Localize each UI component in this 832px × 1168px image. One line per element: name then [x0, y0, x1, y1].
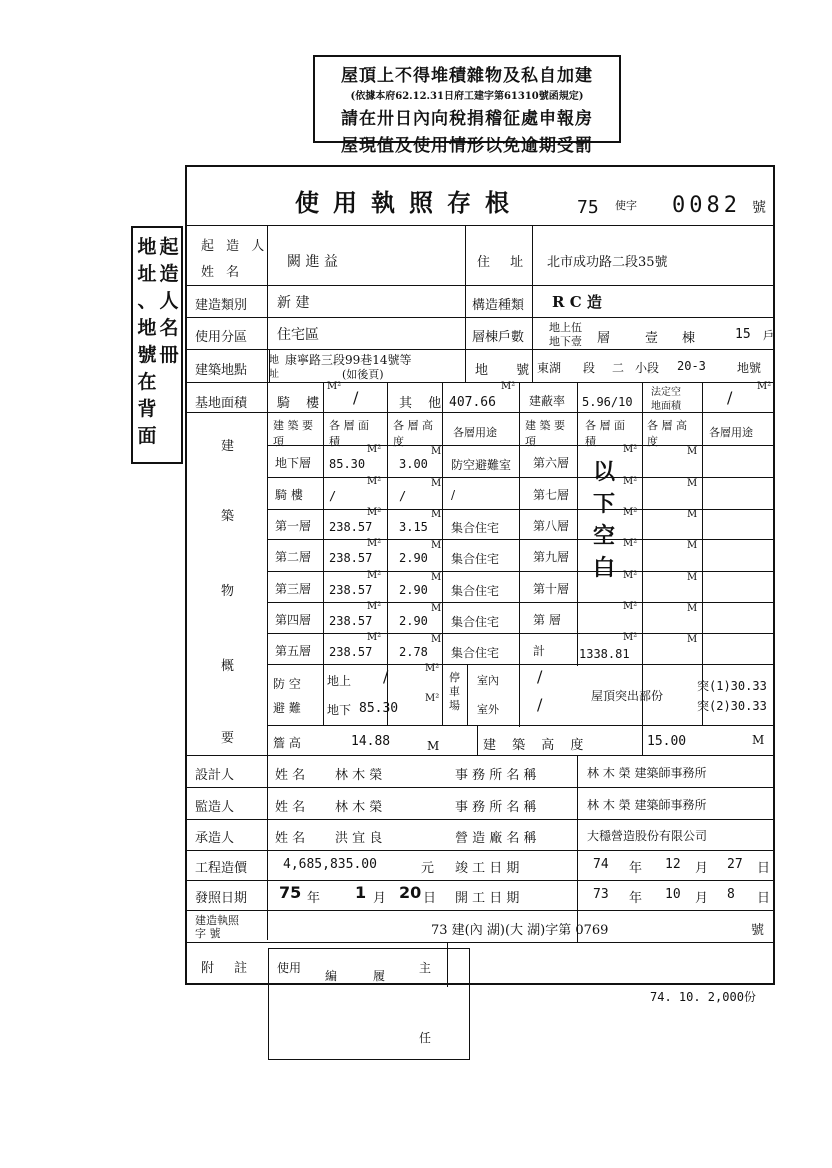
overview-label-4: 要	[221, 731, 235, 746]
applicant-label-2: 姓 名	[201, 265, 244, 280]
floor-use: /	[451, 488, 456, 502]
eaves-label: 簷 高	[273, 736, 301, 750]
floor-area-unit: M²	[367, 538, 382, 549]
floor-area-unit: M²	[367, 601, 382, 612]
floor-use: 防空避難室	[451, 458, 512, 472]
floor-height-unit-right: M	[687, 509, 698, 520]
build-type-value: 新 建	[277, 295, 310, 311]
floor-height-unit-right: M	[687, 572, 698, 583]
coverage-label: 建蔽率	[529, 394, 566, 408]
issue-day-unit: 日	[423, 891, 437, 906]
approval-stamp-block	[268, 948, 470, 1060]
overview-label-1: 築	[221, 509, 235, 524]
overview-label-3: 概	[221, 659, 235, 674]
stamp-col-3: 履	[373, 969, 386, 983]
floors-ceng: 層	[597, 331, 611, 346]
overview-label-2: 物	[221, 584, 235, 599]
shelter-below-unit: M²	[425, 693, 440, 704]
permit-word: 使字	[615, 199, 637, 212]
lot-label: 地 號	[475, 363, 542, 378]
floors-above: 地上伍	[549, 321, 582, 334]
lot-number: 20-3	[677, 359, 706, 373]
header-use-left: 各層用途	[453, 426, 497, 439]
shelter-above-value: /	[383, 667, 389, 686]
floor-height-unit-right: M	[687, 540, 698, 551]
floor-height-unit-right: M	[687, 634, 698, 645]
floor-area-unit-right: M²	[623, 476, 638, 487]
issue-day: 20	[399, 883, 422, 902]
floor-name: 第五層	[275, 644, 312, 658]
supervisor-label: 監造人	[195, 800, 235, 815]
permit-year: 75	[577, 197, 599, 218]
finish-year: 74	[593, 857, 609, 872]
start-month: 10	[665, 887, 681, 902]
floor-area: 238.57	[329, 520, 373, 534]
other-label: 其 他	[399, 396, 448, 411]
floor-area: /	[329, 489, 337, 503]
floor-name: 第一層	[275, 519, 312, 533]
side-char-b: 造	[159, 263, 179, 285]
floor-height-unit: M	[431, 603, 442, 614]
header-height-right: 各 層 高 度	[647, 419, 687, 448]
lot-sub: 二	[612, 361, 625, 375]
side-char-a: 面	[137, 425, 157, 447]
permit-value-suffix: 號	[751, 923, 765, 938]
permit-label-1: 建造執照	[195, 914, 239, 927]
floor-use: 集合住宅	[451, 584, 500, 598]
side-note-box	[131, 226, 183, 464]
side-char-b: 名	[159, 317, 179, 339]
shelter-above-unit: M²	[425, 663, 440, 674]
header-area-left: 各 層 面 積	[329, 419, 369, 448]
floor-area-unit-right: M²	[623, 444, 638, 455]
permit-value: 73 建(內 湖)(大 湖)字第 0769	[431, 923, 609, 938]
notice-line-2: (依據本府62.12.31日府工建字第61310號函規定)	[350, 91, 584, 102]
start-date-label: 開 工 日 期	[455, 891, 520, 906]
floor-area-unit-right: M²	[623, 601, 638, 612]
floor-area-unit: M²	[367, 632, 382, 643]
site-addr-value: 康寧路三段99巷14號等	[285, 353, 412, 367]
households-unit: 戶	[763, 329, 774, 342]
side-char-b: 人	[159, 290, 179, 312]
arcade-value: /	[353, 388, 359, 407]
issue-month: 1	[355, 883, 367, 902]
notice-line-3: 請在卅日內向稅捐稽征處申報房	[341, 109, 593, 129]
applicant-name: 闕 進 益	[287, 254, 338, 270]
issue-month-unit: 月	[373, 891, 387, 906]
legal-label-1: 法定空	[651, 387, 681, 398]
notice-line-4: 屋現值及使用情形以免逾期受罰	[341, 136, 593, 156]
floor-use: 集合住宅	[451, 552, 500, 566]
supervisor-office-label: 事 務 所 名 稱	[455, 800, 537, 815]
floor-area-unit-right: M²	[623, 570, 638, 581]
lot-suffix: 地號	[737, 361, 762, 375]
floor-height: 2.78	[399, 645, 428, 659]
side-char-a: 在	[137, 371, 157, 393]
form-title: 使用執照存根	[295, 188, 523, 217]
floor-height-unit: M	[431, 446, 442, 457]
floor-height-unit: M	[431, 540, 442, 551]
side-char-a: 、	[137, 290, 157, 312]
structure-value: R C 造	[552, 293, 602, 311]
floor-area-unit-right: M²	[623, 507, 638, 518]
start-day-unit: 日	[757, 891, 771, 906]
cost-unit: 元	[421, 861, 435, 876]
roof-value-2: 突(2)30.33	[697, 699, 767, 713]
height-unit: M	[752, 733, 765, 747]
contractor-firm: 大穩營造股份有限公司	[587, 829, 708, 843]
shelter-below-value: 85.30	[359, 701, 399, 716]
floor-name: 第二層	[275, 550, 312, 564]
designer-label: 設計人	[195, 768, 235, 783]
lot-section: 段	[583, 361, 596, 375]
floor-name-right: 第十層	[533, 582, 570, 596]
site-addr-label-2: 址	[269, 369, 279, 380]
parking-label: 停車場	[449, 671, 460, 712]
cost-value: 4,685,835.00	[283, 857, 377, 872]
floor-area-unit: M²	[367, 570, 382, 581]
floor-area-unit: M²	[367, 444, 382, 455]
floor-area: 238.57	[329, 614, 373, 628]
floor-name-right: 第七層	[533, 488, 570, 502]
side-note-applicant	[158, 234, 180, 369]
issue-date-label: 發照日期	[195, 891, 248, 906]
side-char-b: 起	[159, 236, 179, 258]
floor-name: 第三層	[275, 582, 312, 596]
address-label: 住 址	[477, 255, 532, 270]
permit-number: 0082	[672, 193, 741, 218]
applicant-label-1: 起 造 人	[201, 239, 269, 254]
supervisor-name: 林 木 榮	[335, 800, 383, 815]
floor-area-unit-right: M²	[623, 632, 638, 643]
floor-name-right: 計	[533, 644, 546, 658]
designer-office-label: 事 務 所 名 稱	[455, 768, 537, 783]
build-type-label: 建造類別	[195, 298, 248, 313]
site-label: 建築地點	[195, 363, 248, 378]
header-item-left: 建 築 要 項	[273, 419, 313, 448]
legal-label-2: 地面積	[651, 401, 681, 412]
finish-month-unit: 月	[695, 861, 709, 876]
arcade-unit: M²	[327, 381, 342, 392]
floor-height: 2.90	[399, 614, 428, 628]
handwritten-blank-note: 以下空白	[592, 460, 615, 581]
permit-form	[185, 165, 775, 985]
stamp-col-4: 主	[419, 961, 432, 975]
floor-height: /	[399, 489, 407, 503]
print-count: 74. 10. 2,000份	[650, 990, 756, 1004]
zone-label: 使用分區	[195, 330, 248, 345]
floor-height-unit: M	[431, 478, 442, 489]
coverage-value: 5.96/10	[582, 395, 633, 409]
stamp-col-2: 編	[325, 969, 338, 983]
site-addr-label-1: 地	[269, 355, 279, 366]
floors-yi: 壹	[645, 331, 659, 346]
arcade-label: 騎 樓	[277, 396, 326, 411]
supervisor-name-label: 姓 名	[275, 800, 306, 815]
floors-below: 地下壹	[549, 335, 582, 348]
cost-label: 工程造價	[195, 861, 248, 876]
start-day: 8	[727, 887, 735, 902]
floor-name-right: 第八層	[533, 519, 570, 533]
floor-height-unit-right: M	[687, 446, 698, 457]
header-area-right: 各 層 面 積	[585, 419, 625, 448]
other-value: 407.66	[449, 395, 496, 410]
height-value: 15.00	[647, 734, 687, 749]
floor-name: 第四層	[275, 613, 312, 627]
floor-height-unit: M	[431, 509, 442, 520]
floor-height-unit-right: M	[687, 478, 698, 489]
supervisor-office: 林 木 榮 建築師事務所	[587, 798, 707, 812]
side-char-a: 地	[137, 236, 157, 258]
finish-month: 12	[665, 857, 681, 872]
address-value: 北市成功路二段35號	[547, 255, 668, 270]
roof-label: 屋頂突出部份	[591, 689, 664, 703]
households: 15	[735, 327, 751, 342]
note-label: 附 註	[201, 961, 256, 976]
eaves-unit: M	[427, 739, 440, 753]
header-use-right: 各層用途	[709, 426, 753, 439]
base-area-label: 基地面積	[195, 396, 248, 411]
floor-height-unit-right: M	[687, 603, 698, 614]
legal-unit: M²	[757, 381, 772, 392]
parking-outdoor-value: /	[537, 695, 543, 714]
designer-office: 林 木 榮 建築師事務所	[587, 766, 707, 780]
stamp-col-5: 任	[419, 1031, 432, 1045]
floor-area: 238.57	[329, 583, 373, 597]
floor-area-unit: M²	[367, 507, 382, 518]
total-area: 1338.81	[579, 647, 630, 661]
start-year: 73	[593, 887, 609, 902]
side-note-address	[136, 234, 158, 450]
floor-height: 2.90	[399, 551, 428, 565]
permit-suffix: 號	[752, 200, 766, 216]
start-year-unit: 年	[629, 891, 643, 906]
legal-value: /	[727, 388, 733, 407]
side-char-a: 號	[137, 344, 157, 366]
floors-label: 層棟戶數	[472, 330, 525, 345]
lot-subsection: 小段	[635, 361, 660, 375]
floor-area: 238.57	[329, 645, 373, 659]
side-char-a: 背	[137, 398, 157, 420]
floor-name: 地下層	[275, 456, 312, 470]
finish-date-label: 竣 工 日 期	[455, 861, 520, 876]
designer-name: 林 木 榮	[335, 768, 383, 783]
issue-year: 75	[279, 883, 302, 902]
shelter-below-label: 地下	[327, 703, 352, 717]
stamp-col-1: 使用	[277, 961, 302, 975]
floor-area: 85.30	[329, 457, 366, 471]
finish-day: 27	[727, 857, 743, 872]
floor-use: 集合住宅	[451, 521, 500, 535]
designer-name-label: 姓 名	[275, 768, 306, 783]
start-month-unit: 月	[695, 891, 709, 906]
floor-area-unit: M²	[367, 476, 382, 487]
notice-line-1: 屋頂上不得堆積雜物及私自加建	[341, 66, 593, 86]
side-char-b: 冊	[159, 344, 179, 366]
floors-dong: 棟	[682, 331, 696, 346]
floor-area-unit-right: M²	[623, 538, 638, 549]
contractor-firm-label: 營 造 廠 名 稱	[455, 831, 537, 846]
roof-value-1: 突(1)30.33	[697, 679, 767, 693]
issue-year-unit: 年	[307, 891, 321, 906]
eaves-value: 14.88	[351, 734, 391, 749]
floor-name-right: 第九層	[533, 550, 570, 564]
contractor-label: 承造人	[195, 831, 235, 846]
floor-height: 3.15	[399, 520, 428, 534]
finish-day-unit: 日	[757, 861, 771, 876]
site-addr-note: (如後頁)	[342, 368, 384, 381]
notice-box	[313, 55, 621, 156]
structure-label: 構造種類	[472, 298, 525, 313]
height-label: 建 築 高 度	[483, 738, 590, 753]
zone-value: 住宅區	[277, 327, 319, 343]
contractor-name: 洪 宜 良	[335, 831, 383, 846]
shelter-above-label: 地上	[327, 674, 352, 688]
floor-height-unit: M	[431, 634, 442, 645]
floor-height-unit: M	[431, 572, 442, 583]
floor-height: 2.90	[399, 583, 428, 597]
floor-name-right: 第六層	[533, 456, 570, 470]
other-unit: M²	[501, 381, 516, 392]
header-height-left: 各 層 高 度	[393, 419, 433, 448]
parking-outdoor: 室外	[477, 703, 499, 716]
permit-label-2: 字 號	[195, 927, 221, 940]
overview-label-0: 建	[221, 439, 235, 454]
floor-height: 3.00	[399, 457, 428, 471]
floor-use: 集合住宅	[451, 646, 500, 660]
finish-year-unit: 年	[629, 861, 643, 876]
floor-use: 集合住宅	[451, 615, 500, 629]
side-char-a: 址	[137, 263, 157, 285]
parking-indoor-value: /	[537, 667, 543, 686]
floor-area: 238.57	[329, 551, 373, 565]
side-char-a: 地	[137, 317, 157, 339]
floor-name-right: 第 層	[533, 613, 561, 627]
contractor-name-label: 姓 名	[275, 831, 306, 846]
parking-indoor: 室內	[477, 674, 499, 687]
shelter-label: 防 空 避 難	[273, 677, 301, 715]
floor-name: 騎 樓	[275, 488, 303, 502]
lot-area: 東湖	[537, 361, 562, 375]
header-item-right: 建 築 要 項	[525, 419, 565, 448]
